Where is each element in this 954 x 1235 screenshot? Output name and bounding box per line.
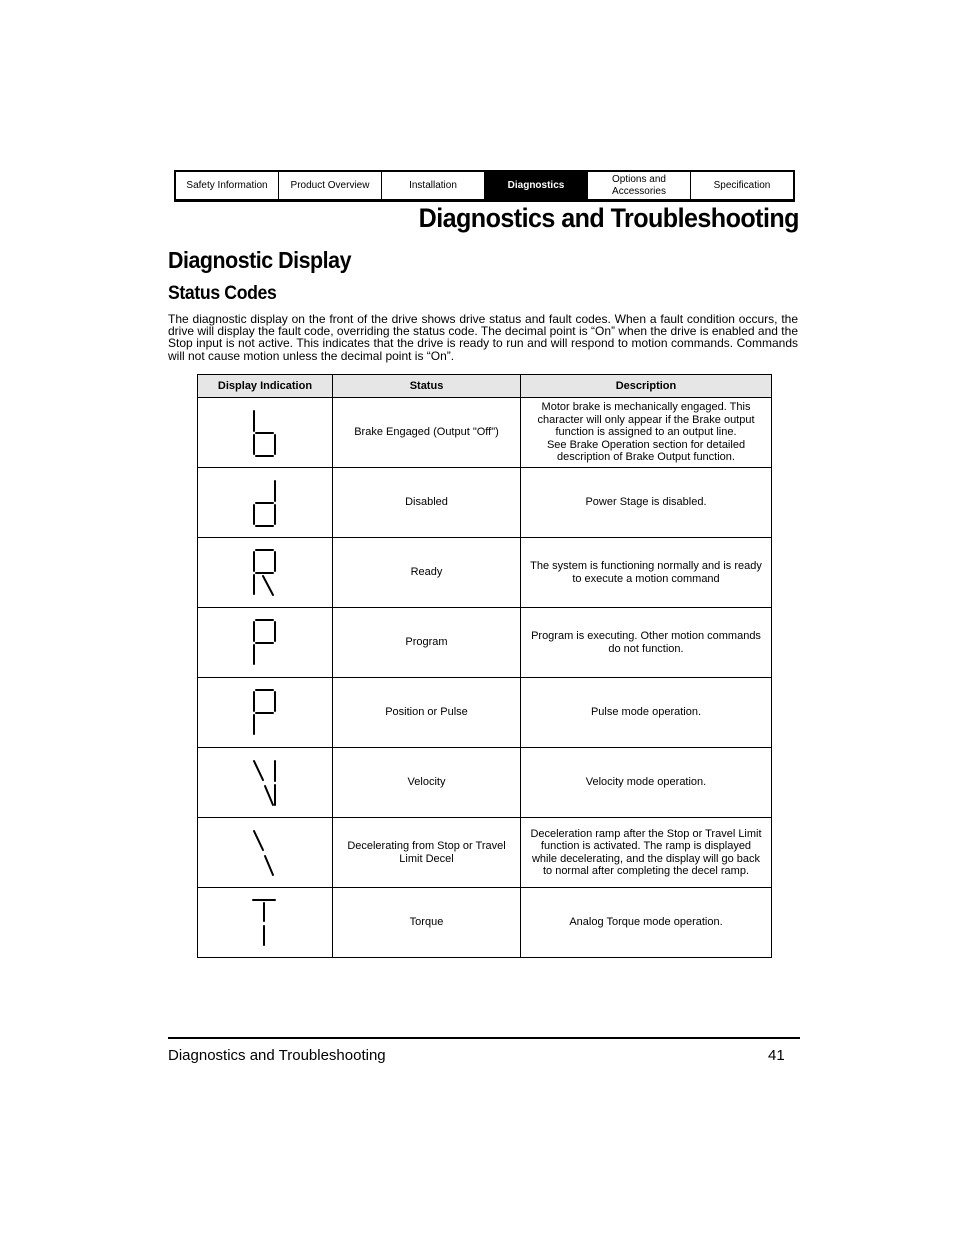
footer-divider bbox=[168, 1037, 800, 1039]
status-cell: Velocity bbox=[333, 748, 521, 818]
nav-tab-installation[interactable]: Installation bbox=[382, 172, 485, 199]
description-cell: The system is functioning normally and is ready to execute a motion command bbox=[521, 538, 772, 608]
description-cell: Pulse mode operation. bbox=[521, 678, 772, 748]
table-row bbox=[198, 748, 772, 818]
display-cell bbox=[198, 608, 333, 678]
section-title: Diagnostic Display bbox=[168, 247, 352, 273]
table-row bbox=[198, 678, 772, 748]
table-row bbox=[198, 818, 772, 888]
description-cell: Velocity mode operation. bbox=[521, 748, 772, 818]
nav-tab-diagnostics[interactable]: Diagnostics bbox=[485, 172, 588, 199]
nav-tab-options-and-accessories[interactable]: Options and Accessories bbox=[588, 172, 691, 199]
table-row bbox=[198, 538, 772, 608]
d-seven-segment-icon bbox=[251, 478, 279, 528]
display-cell bbox=[198, 538, 333, 608]
T-seven-segment-icon bbox=[251, 898, 279, 948]
description-cell: Power Stage is disabled. bbox=[521, 468, 772, 538]
section-nav-bar bbox=[174, 170, 795, 202]
status-cell: Position or Pulse bbox=[333, 678, 521, 748]
table-row bbox=[198, 608, 772, 678]
status-cell: Brake Engaged (Output "Off") bbox=[333, 398, 521, 468]
description-cell: Deceleration ramp after the Stop or Travel Limit function is activated. The ramp is displayed while decelerating, and the display will go back to normal after completing the decel ramp. bbox=[521, 818, 772, 888]
V-seven-segment-icon bbox=[251, 758, 279, 808]
page-number: 41 bbox=[768, 1047, 785, 1064]
description-cell: Program is executing. Other motion commands do not function. bbox=[521, 608, 772, 678]
status-cell: Program bbox=[333, 608, 521, 678]
nav-tab-specification[interactable]: Specification bbox=[713, 179, 771, 191]
status-codes-table bbox=[197, 374, 772, 958]
display-cell bbox=[198, 818, 333, 888]
header-description: Description bbox=[521, 375, 772, 398]
intro-paragraph: The diagnostic display on the front of the drive shows drive status and fault codes. When a fault condition occurs, the drive will display the fault code, overriding the status code. The decimal point is “On” when the drive is enabled and the Stop input is not active. This indicates that the drive is ready to run and will respond to motion commands. Commands will not cause motion unless the decimal point is “On”. bbox=[168, 312, 798, 363]
backslash-seven-segment-icon bbox=[251, 828, 279, 878]
header-status: Status bbox=[333, 375, 521, 398]
table-header-row bbox=[198, 375, 772, 398]
display-cell bbox=[198, 888, 333, 958]
footer-title: Diagnostics and Troubleshooting bbox=[168, 1047, 386, 1064]
b-seven-segment-icon bbox=[251, 408, 279, 458]
status-cell: Disabled bbox=[333, 468, 521, 538]
description-cell: Analog Torque mode operation. bbox=[521, 888, 772, 958]
P-seven-segment-icon bbox=[251, 618, 279, 668]
display-cell bbox=[198, 678, 333, 748]
table-row bbox=[198, 888, 772, 958]
table-row bbox=[198, 398, 772, 468]
nav-tab-product-overview[interactable]: Product Overview bbox=[279, 172, 382, 199]
table-row bbox=[198, 468, 772, 538]
subsection-title: Status Codes bbox=[168, 283, 277, 304]
header-display-indication: Display Indication bbox=[198, 375, 333, 398]
nav-tab-safety-information[interactable]: Safety Information bbox=[176, 172, 279, 199]
display-cell bbox=[198, 398, 333, 468]
P-seven-segment-icon bbox=[251, 688, 279, 738]
R-seven-segment-icon bbox=[251, 548, 279, 598]
description-cell: Motor brake is mechanically engaged. This character will only appear if the Brake output function is assigned to an output line. See Brake Operation section for detailed description of Brake Output function. bbox=[521, 398, 772, 468]
status-cell: Ready bbox=[333, 538, 521, 608]
page-title: Diagnostics and Troubleshooting bbox=[418, 203, 799, 233]
display-cell bbox=[198, 468, 333, 538]
status-cell: Decelerating from Stop or Travel Limit Decel bbox=[333, 818, 521, 888]
status-cell: Torque bbox=[333, 888, 521, 958]
display-cell bbox=[198, 748, 333, 818]
